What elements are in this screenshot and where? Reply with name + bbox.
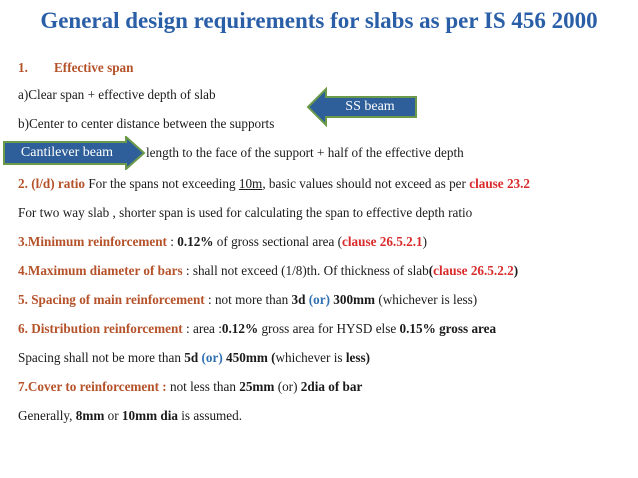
center-distance-line: b)Center to center distance between the supports: [18, 116, 275, 131]
page-title: General design requirements for slabs as per IS 456 2000: [40, 8, 598, 33]
main-spacing-line: 5. Spacing of main reinforcement : not more than 3d (or) 300mm (whichever is less): [18, 292, 478, 307]
distribution-line: 6. Distribution reinforcement : area :0.12% gross area for HYSD else 0.15% gross area: [18, 321, 497, 336]
two-way-slab-line: For two way slab , shorter span is used for calculating the span to effective depth ratio: [18, 205, 473, 220]
max-diameter-line: 4.Maximum diameter of bars : shall not exceed (1/8)th. Of thickness of slab(clause 26.5.2.2): [18, 263, 519, 278]
cantilever-beam-label: Cantilever beam: [20, 145, 114, 160]
effective-span-heading: [18, 60, 133, 76]
clear-span-line: a)Clear span + effective depth of slab: [18, 87, 216, 102]
heading-text: Effective span: [54, 60, 134, 75]
ld-ratio-line: 2. (l/d) ratio For the spans not exceeding 10m, basic values should not exceed as per clause 23.2: [18, 176, 531, 191]
cover-line: 7.Cover to reinforcement : not less than 25mm (or) 2dia of bar: [18, 379, 363, 394]
generally-line: Generally, 8mm or 10mm dia is assumed.: [18, 408, 243, 423]
min-reinforcement-line: 3.Minimum reinforcement : 0.12% of gross sectional area (clause 26.5.2.1): [18, 234, 428, 249]
ss-beam-label: SS beam: [345, 99, 395, 114]
spacing-limit-line: Spacing shall not be more than 5d (or) 450mm (whichever is less): [18, 350, 370, 365]
heading-number: 1.: [18, 60, 28, 75]
cantilever-span-line: length to the face of the support + half of the effective depth: [146, 145, 464, 160]
